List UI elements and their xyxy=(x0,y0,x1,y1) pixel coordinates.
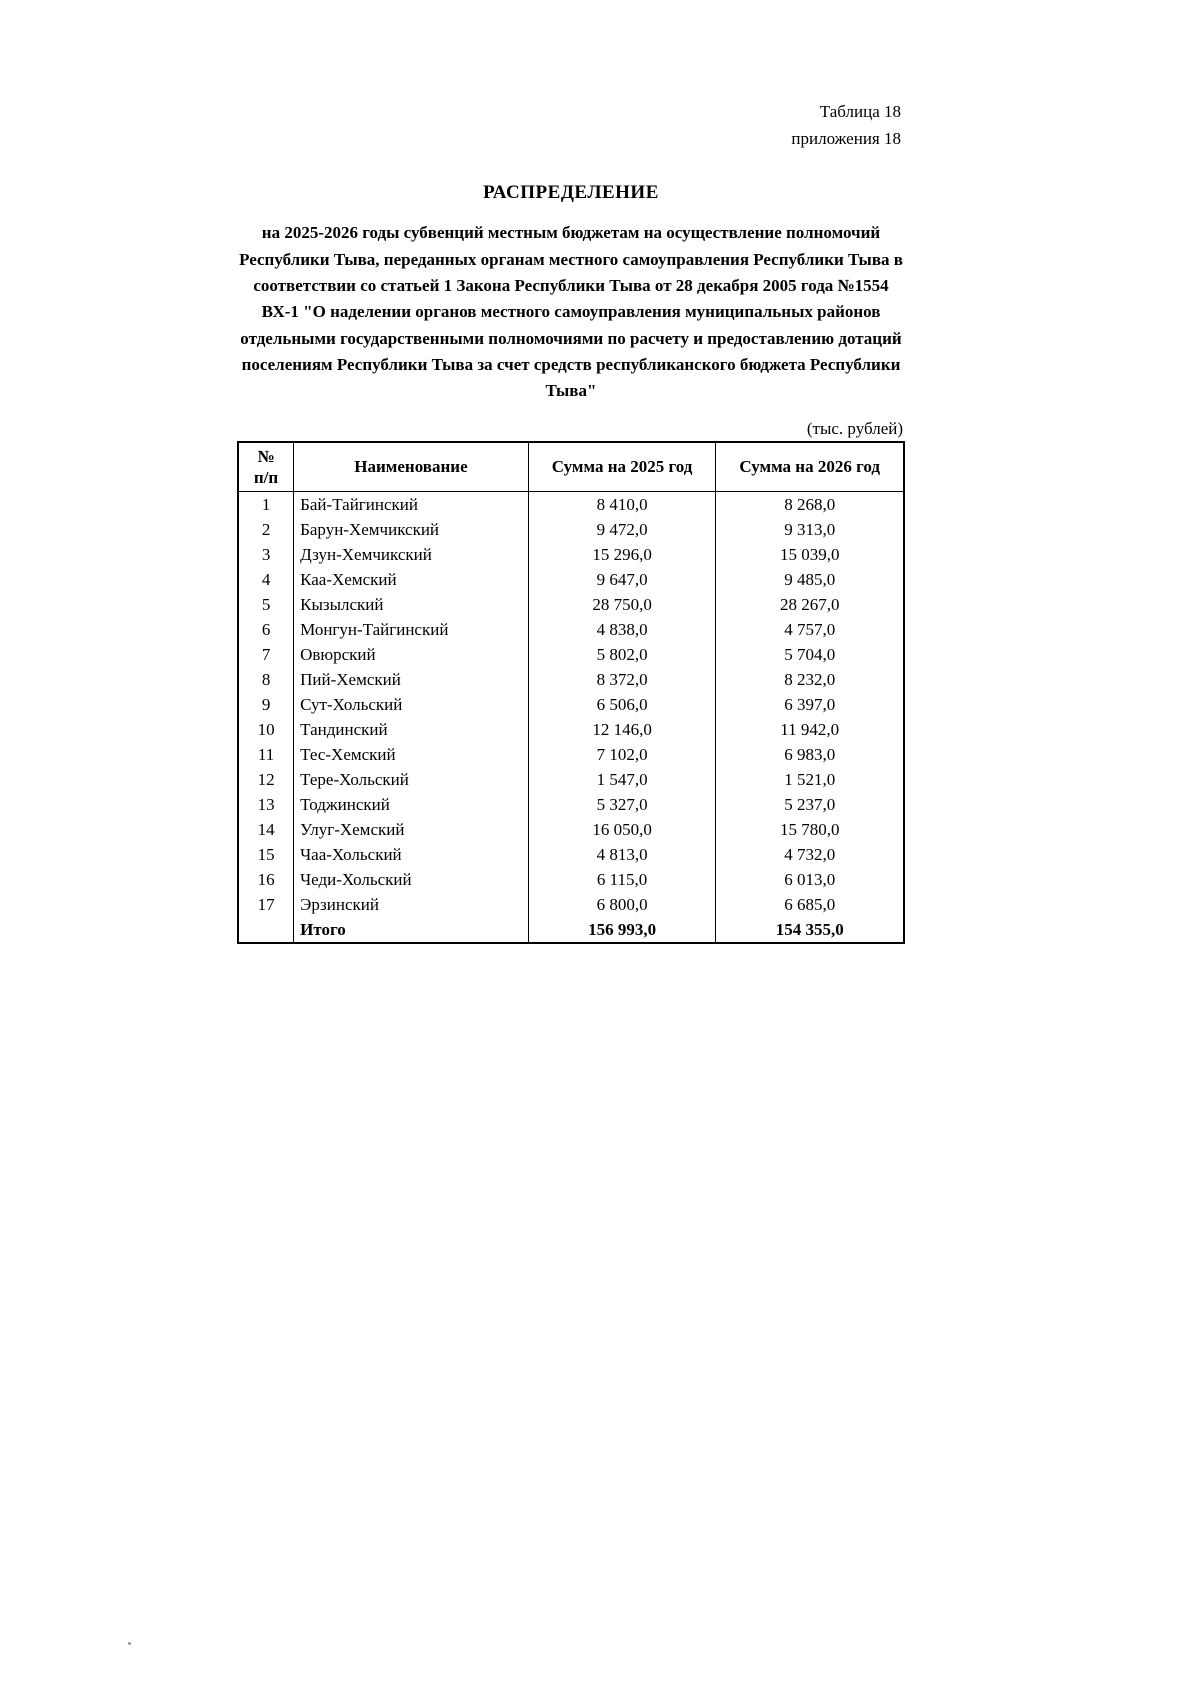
cell-num: 17 xyxy=(238,892,294,917)
cell-sum2026: 6 397,0 xyxy=(716,692,904,717)
table-row xyxy=(238,892,904,917)
table-body xyxy=(238,492,904,918)
cell-num: 1 xyxy=(238,492,294,518)
table-number-label: Таблица 18 xyxy=(819,102,901,121)
cell-name: Сут-Хольский xyxy=(294,692,529,717)
total-sum-2025: 156 993,0 xyxy=(528,917,716,943)
cell-sum2025: 6 115,0 xyxy=(528,867,716,892)
annex-label: приложения 18 xyxy=(791,129,901,149)
total-sum-2026: 154 355,0 xyxy=(716,917,904,943)
cell-sum2026: 5 704,0 xyxy=(716,642,904,667)
cell-sum2026: 4 757,0 xyxy=(716,617,904,642)
cell-name: Каа-Хемский xyxy=(294,567,529,592)
table-row xyxy=(238,667,904,692)
cell-sum2025: 9 472,0 xyxy=(528,517,716,542)
cell-num: 7 xyxy=(238,642,294,667)
table-row xyxy=(238,842,904,867)
cell-sum2026: 28 267,0 xyxy=(716,592,904,617)
table-row xyxy=(238,817,904,842)
cell-num: 8 xyxy=(238,667,294,692)
cell-sum2025: 15 296,0 xyxy=(528,542,716,567)
table-row xyxy=(238,517,904,542)
table-row xyxy=(238,617,904,642)
cell-name: Эрзинский xyxy=(294,892,529,917)
cell-sum2025: 5 327,0 xyxy=(528,792,716,817)
cell-sum2025: 28 750,0 xyxy=(528,592,716,617)
cell-sum2026: 8 268,0 xyxy=(716,492,904,518)
cell-name: Овюрский xyxy=(294,642,529,667)
cell-sum2026: 6 013,0 xyxy=(716,867,904,892)
cell-num: 9 xyxy=(238,692,294,717)
cell-num: 16 xyxy=(238,867,294,892)
units-note: (тыс. рублей) xyxy=(806,418,903,438)
cell-name: Тандинский xyxy=(294,717,529,742)
cell-sum2026: 4 732,0 xyxy=(716,842,904,867)
cell-sum2025: 12 146,0 xyxy=(528,717,716,742)
cell-sum2026: 6 983,0 xyxy=(716,742,904,767)
doc-reference xyxy=(237,98,905,152)
cell-name: Кызылский xyxy=(294,592,529,617)
cell-sum2026: 15 039,0 xyxy=(716,542,904,567)
cell-sum2026: 9 485,0 xyxy=(716,567,904,592)
cell-sum2026: 11 942,0 xyxy=(716,717,904,742)
cell-num: 4 xyxy=(238,567,294,592)
table-row xyxy=(238,592,904,617)
scan-artifact-dot xyxy=(128,1642,131,1645)
cell-sum2025: 4 813,0 xyxy=(528,842,716,867)
document-title: РАСПРЕДЕЛЕНИЕ xyxy=(483,182,659,204)
table-row xyxy=(238,542,904,567)
table-row xyxy=(238,567,904,592)
cell-name: Монгун-Тайгинский xyxy=(294,617,529,642)
cell-sum2025: 1 547,0 xyxy=(528,767,716,792)
cell-sum2025: 6 800,0 xyxy=(528,892,716,917)
cell-name: Тоджинский xyxy=(294,792,529,817)
cell-name: Тес-Хемский xyxy=(294,742,529,767)
total-cell-num xyxy=(238,917,294,943)
cell-num: 13 xyxy=(238,792,294,817)
cell-num: 15 xyxy=(238,842,294,867)
header-num-line1: № xyxy=(257,446,275,466)
table-row xyxy=(238,867,904,892)
table-row xyxy=(238,742,904,767)
table-row xyxy=(238,767,904,792)
table-row xyxy=(238,692,904,717)
table-header-row xyxy=(238,442,904,492)
cell-sum2026: 9 313,0 xyxy=(716,517,904,542)
cell-sum2026: 8 232,0 xyxy=(716,667,904,692)
table-row xyxy=(238,492,904,518)
cell-num: 12 xyxy=(238,767,294,792)
cell-name: Пий-Хемский xyxy=(294,667,529,692)
distribution-table xyxy=(237,441,905,945)
header-num-line2: п/п xyxy=(253,468,279,488)
cell-name: Чеди-Хольский xyxy=(294,867,529,892)
cell-num: 10 xyxy=(238,717,294,742)
cell-sum2025: 5 802,0 xyxy=(528,642,716,667)
cell-sum2026: 5 237,0 xyxy=(716,792,904,817)
table-row xyxy=(238,792,904,817)
cell-sum2025: 7 102,0 xyxy=(528,742,716,767)
header-sum-2025: Сумма на 2025 год xyxy=(528,442,716,492)
document-subtitle: на 2025-2026 годы субвенций местным бюджетам на осуществление полномочий Республики Тыва, переданных органам местного самоуправления Республики Тыва в соответствии со статьей 1 Закона Республики Тыва от 28 декабря 2005 года №1554 ВХ-1 "О наделении органов местного самоуправления муниципальных районов отдельными государственными полномочиями по расчету и предоставлению дотаций поселениям Республики Тыва за счет средств республиканского бюджета Республики Тыва" xyxy=(239,223,903,401)
cell-sum2025: 8 410,0 xyxy=(528,492,716,518)
cell-name: Чаа-Хольский xyxy=(294,842,529,867)
cell-sum2025: 4 838,0 xyxy=(528,617,716,642)
total-label: Итого xyxy=(294,917,529,943)
cell-sum2025: 9 647,0 xyxy=(528,567,716,592)
cell-name: Бай-Тайгинский xyxy=(294,492,529,518)
cell-sum2025: 8 372,0 xyxy=(528,667,716,692)
cell-num: 2 xyxy=(238,517,294,542)
cell-num: 5 xyxy=(238,592,294,617)
header-num xyxy=(238,442,294,492)
cell-sum2025: 6 506,0 xyxy=(528,692,716,717)
cell-name: Барун-Хемчикский xyxy=(294,517,529,542)
cell-sum2026: 15 780,0 xyxy=(716,817,904,842)
cell-sum2026: 1 521,0 xyxy=(716,767,904,792)
header-sum-2026: Сумма на 2026 год xyxy=(716,442,904,492)
cell-num: 3 xyxy=(238,542,294,567)
table-row xyxy=(238,642,904,667)
total-row xyxy=(238,917,904,943)
document-content xyxy=(237,98,905,944)
cell-num: 14 xyxy=(238,817,294,842)
header-name: Наименование xyxy=(294,442,529,492)
cell-name: Дзун-Хемчикский xyxy=(294,542,529,567)
cell-name: Улуг-Хемский xyxy=(294,817,529,842)
cell-num: 6 xyxy=(238,617,294,642)
table-row xyxy=(238,717,904,742)
cell-sum2025: 16 050,0 xyxy=(528,817,716,842)
cell-num: 11 xyxy=(238,742,294,767)
cell-sum2026: 6 685,0 xyxy=(716,892,904,917)
cell-name: Тере-Хольский xyxy=(294,767,529,792)
